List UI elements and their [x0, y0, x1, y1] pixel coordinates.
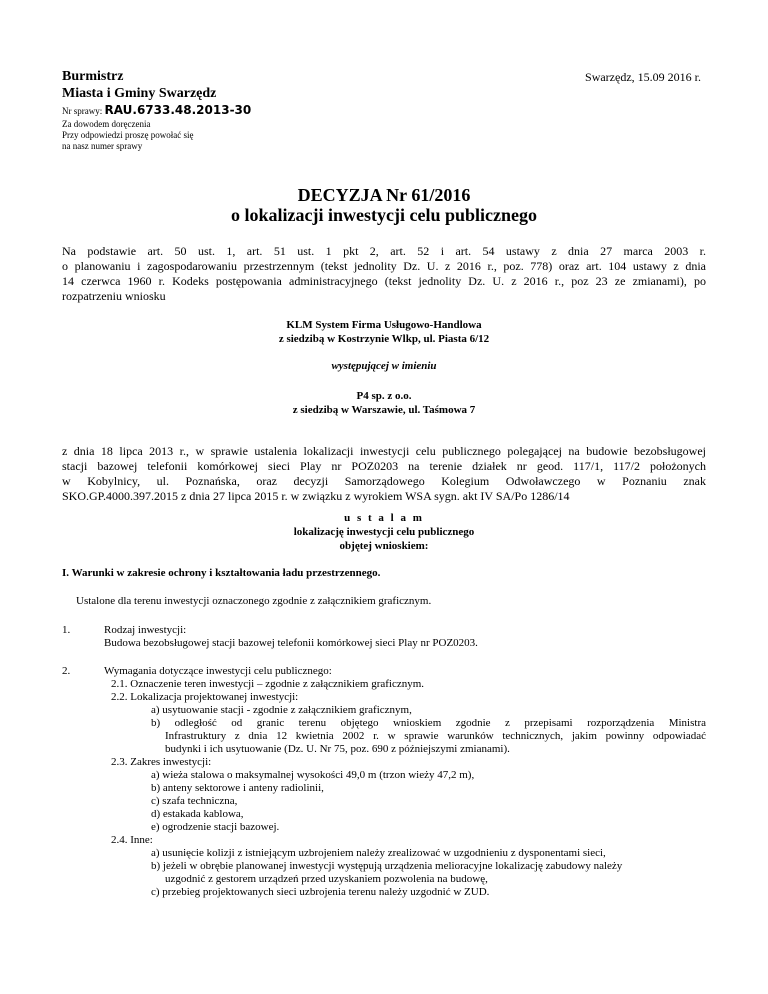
- point-2-2-b-cont: Infrastruktury z dnia 12 kwietnia 2002 r. w sprawie warunków technicznych, jakim powinny odpowiadać: [165, 730, 706, 742]
- point-2-title: Wymagania dotyczące inwestycji celu publicznego:: [104, 665, 332, 677]
- ustalam: u s t a l a m: [344, 512, 424, 524]
- point-2-3-d: d) estakada kablowa,: [151, 808, 244, 820]
- case-label: Nr sprawy:: [62, 106, 103, 116]
- request-paragraph: [62, 444, 706, 504]
- legal-basis-line: 14 czerwca 1960 r. Kodeks postępowania administracyjnego (tekst jednolity Dz. U. z 2016 r., poz 23 ze zmianami), po: [62, 274, 706, 288]
- point-1-text: Budowa bezobsługowej stacji bazowej telefonii komórkowej sieci Play nr POZ0203.: [104, 637, 478, 649]
- point-2-4: 2.4. Inne:: [111, 834, 153, 846]
- title-line-2: o lokalizacji inwestycji celu publicznego: [231, 205, 537, 225]
- authority-line-2: Miasta i Gminy Swarzędz: [62, 86, 217, 101]
- place-date: Swarzędz, 15.09 2016 r.: [585, 70, 701, 84]
- point-2-3-b: b) anteny sektorowe i anteny radiolinii,: [151, 782, 324, 794]
- legal-basis-line: rozpatrzeniu wniosku: [62, 289, 166, 303]
- point-2-3: 2.3. Zakres inwestycji:: [111, 756, 212, 768]
- request-line: SKO.GP.4000.397.2015 z dnia 27 lipca 2015 r. w związku z wyrokiem WSA sygn. akt IV SA/Po 1286/14: [62, 489, 570, 503]
- request-line: w Kobylnicy, ul. Poznańska, oraz decyzji Samorządowego Kolegium Odwoławczego w Poznaniu znak: [62, 474, 706, 488]
- issuing-authority: [62, 68, 216, 102]
- point-2-4-b-cont: uzgodnić z gestorem urządzeń przed uzyskaniem pozwolenia na budowę,: [165, 873, 488, 885]
- legal-basis-line: o planowaniu i zagospodarowaniu przestrzennym (tekst jednolity Dz. U. z 2016 r., poz. 778) oraz art. 104 ustawy z dnia: [62, 259, 706, 273]
- principal-name: P4 sp. z o.o.: [356, 390, 412, 402]
- case-number: RAU.6733.48.2013-30: [104, 103, 252, 117]
- applicant-name: KLM System Firma Usługowo-Handlowa: [286, 319, 482, 331]
- note-line-3: na nasz numer sprawy: [62, 141, 143, 151]
- decision-block: [62, 511, 706, 553]
- request-line: stacji bazowej telefonii komórkowej sieci Play nr POZ0203 na terenie działek nr geod. 117/1, 117/2 położonych: [62, 459, 706, 473]
- point-2-3-a: a) wieża stalowa o maksymalnej wysokości 49,0 m (trzon wieży 47,2 m),: [151, 769, 475, 781]
- title-line-1: DECYZJA Nr 61/2016: [297, 185, 471, 205]
- request-line: z dnia 18 lipca 2013 r., w sprawie ustalenia lokalizacji inwestycji celu publicznego polegającej na budowie bezobsługowej: [62, 444, 706, 458]
- section-1-intro: Ustalone dla terenu inwestycji oznaczonego zgodnie z załącznikiem graficznym.: [76, 595, 432, 607]
- applicant-block: [62, 318, 706, 346]
- point-1-number: 1.: [62, 624, 71, 636]
- point-2-number: 2.: [62, 665, 71, 677]
- point-2-2-b: b) odległość od granic terenu objętego wnioskiem zgodnie z przepisami rozporządzenia Ministra: [151, 717, 706, 729]
- point-2-2-b-cont: budynki i ich usytuowanie (Dz. U. Nr 75, poz. 690 z późniejszymi zmianami).: [165, 743, 510, 755]
- principal-block: [62, 389, 706, 417]
- legal-basis-paragraph: [62, 244, 706, 304]
- applicant-address: z siedzibą w Kostrzynie Wlkp, ul. Piasta 6/12: [278, 333, 490, 345]
- point-2-2: 2.2. Lokalizacja projektowanej inwestycji:: [111, 691, 299, 703]
- note-line-1: Za dowodem doręczenia: [62, 119, 151, 129]
- point-2-4-b: b) jeżeli w obrębie planowanej inwestycji występują urządzenia melioracyjne lokalizację zabudowy należy: [151, 860, 623, 872]
- point-2-4-a: a) usunięcie kolizji z istniejącym uzbrojeniem należy zrealizować w uzgodnieniu z dysponentami sieci,: [151, 847, 606, 859]
- note-line-2: Przy odpowiedzi proszę powołać się: [62, 130, 194, 140]
- point-2-3-e: e) ogrodzenie stacji bazowej.: [151, 821, 280, 833]
- authority-line-1: Burmistrz: [62, 69, 124, 84]
- acting-label: występującej w imieniu: [331, 360, 437, 372]
- point-2-4-c: c) przebieg projektowanych sieci uzbrojenia terenu należy uzgodnić w ZUD.: [151, 886, 490, 898]
- decision-line-3: objętej wnioskiem:: [339, 540, 429, 552]
- decision-line-2: lokalizację inwestycji celu publicznego: [293, 526, 475, 538]
- principal-address: z siedzibą w Warszawie, ul. Taśmowa 7: [292, 404, 476, 416]
- acting-on-behalf: [62, 359, 706, 373]
- section-1-heading: I. Warunki w zakresie ochrony i kształtowania ładu przestrzennego.: [62, 567, 381, 579]
- point-2-1: 2.1. Oznaczenie teren inwestycji – zgodnie z załącznikiem graficznym.: [111, 678, 425, 690]
- delivery-note: [62, 119, 193, 152]
- decision-title: [0, 185, 768, 225]
- point-2-3-c: c) szafa techniczna,: [151, 795, 238, 807]
- point-2-2-a: a) usytuowanie stacji - zgodnie z załącznikiem graficznym,: [151, 704, 412, 716]
- point-1-title: Rodzaj inwestycji:: [104, 624, 187, 636]
- case-number-line: [62, 103, 251, 117]
- legal-basis-line: Na podstawie art. 50 ust. 1, art. 51 ust. 1 pkt 2, art. 52 i art. 54 ustawy z dnia 27 marca 2003 r.: [62, 244, 706, 258]
